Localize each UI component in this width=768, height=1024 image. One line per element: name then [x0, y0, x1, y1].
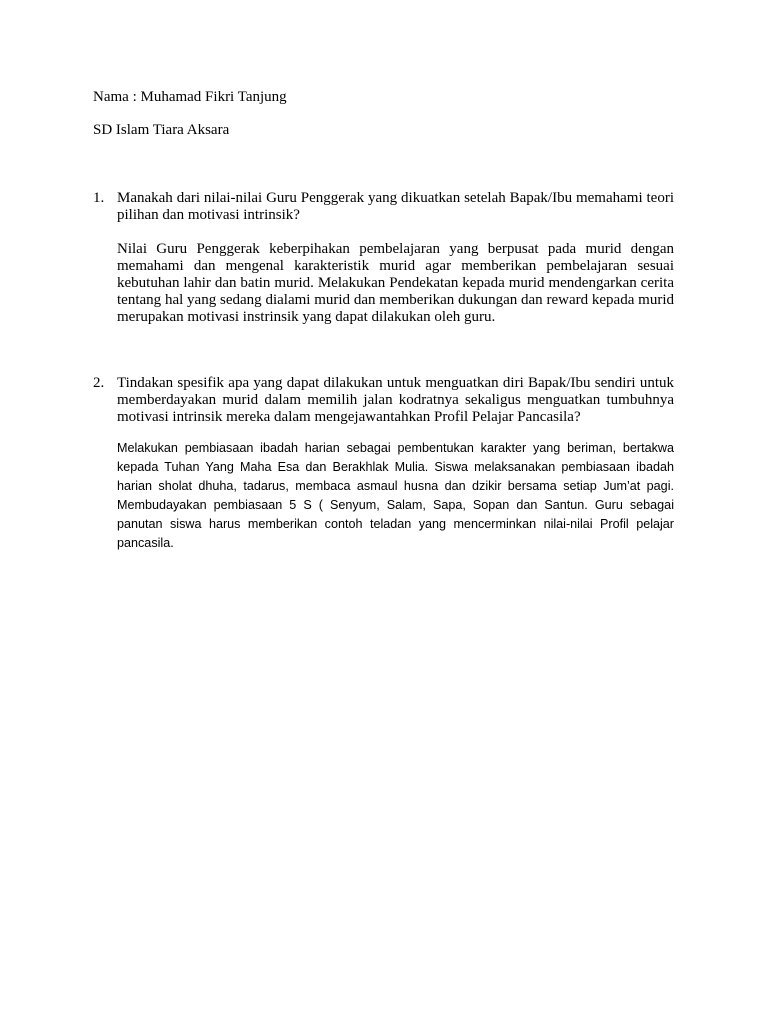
answer-1-text: Nilai Guru Penggerak keberpihakan pembelajaran yang berpusat pada murid dengan memahami dan mengenal karakteristik murid agar memberikan pembelajaran sesuai kebutuhan lahir dan batin murid. Melakukan Pendekatan kepada murid mendengarkan cerita tentang hal yang sedang dialami murid dan memberikan dukungan dan reward kepada murid merupakan motivasi instrinsik yang dapat dilakukan oleh guru. [117, 241, 674, 325]
question-2-number: 2. [93, 375, 105, 391]
answer-2-text: Melakukan pembiasaan ibadah harian sebagai pembentukan karakter yang beriman, bertakwa kepada Tuhan Yang Maha Esa dan Berakhlak Mulia. Siswa melaksanakan pembiasaan ibadah harian sholat dhuha, tadarus, membaca asmaul husna dan dzikir bersama setiap Jum’at pagi. Membudayakan pembiasaan 5 S ( Senyum, Salam, Sapa, Sopan dan Santun. Guru sebagai panutan siswa harus memberikan contoh teladan yang mencerminkan nilai-nilai Profil pelajar pancasila. [117, 441, 674, 550]
question-1-number: 1. [93, 190, 105, 206]
author-name-line: Nama : Muhamad Fikri Tanjung [93, 89, 287, 105]
school-name-line: SD Islam Tiara Aksara [93, 122, 230, 138]
question-1-text: Manakah dari nilai-nilai Guru Penggerak yang dikuatkan setelah Bapak/Ibu memahami teori pilihan dan motivasi intrinsik? [117, 190, 674, 223]
question-2-text: Tindakan spesifik apa yang dapat dilakukan untuk menguatkan diri Bapak/Ibu sendiri untuk memberdayakan murid dalam memilih jalan kodratnya sekaligus menguatkan tumbuhnya motivasi intrinsik mereka dalam mengejawantahkan Profil Pelajar Pancasila? [117, 375, 674, 425]
